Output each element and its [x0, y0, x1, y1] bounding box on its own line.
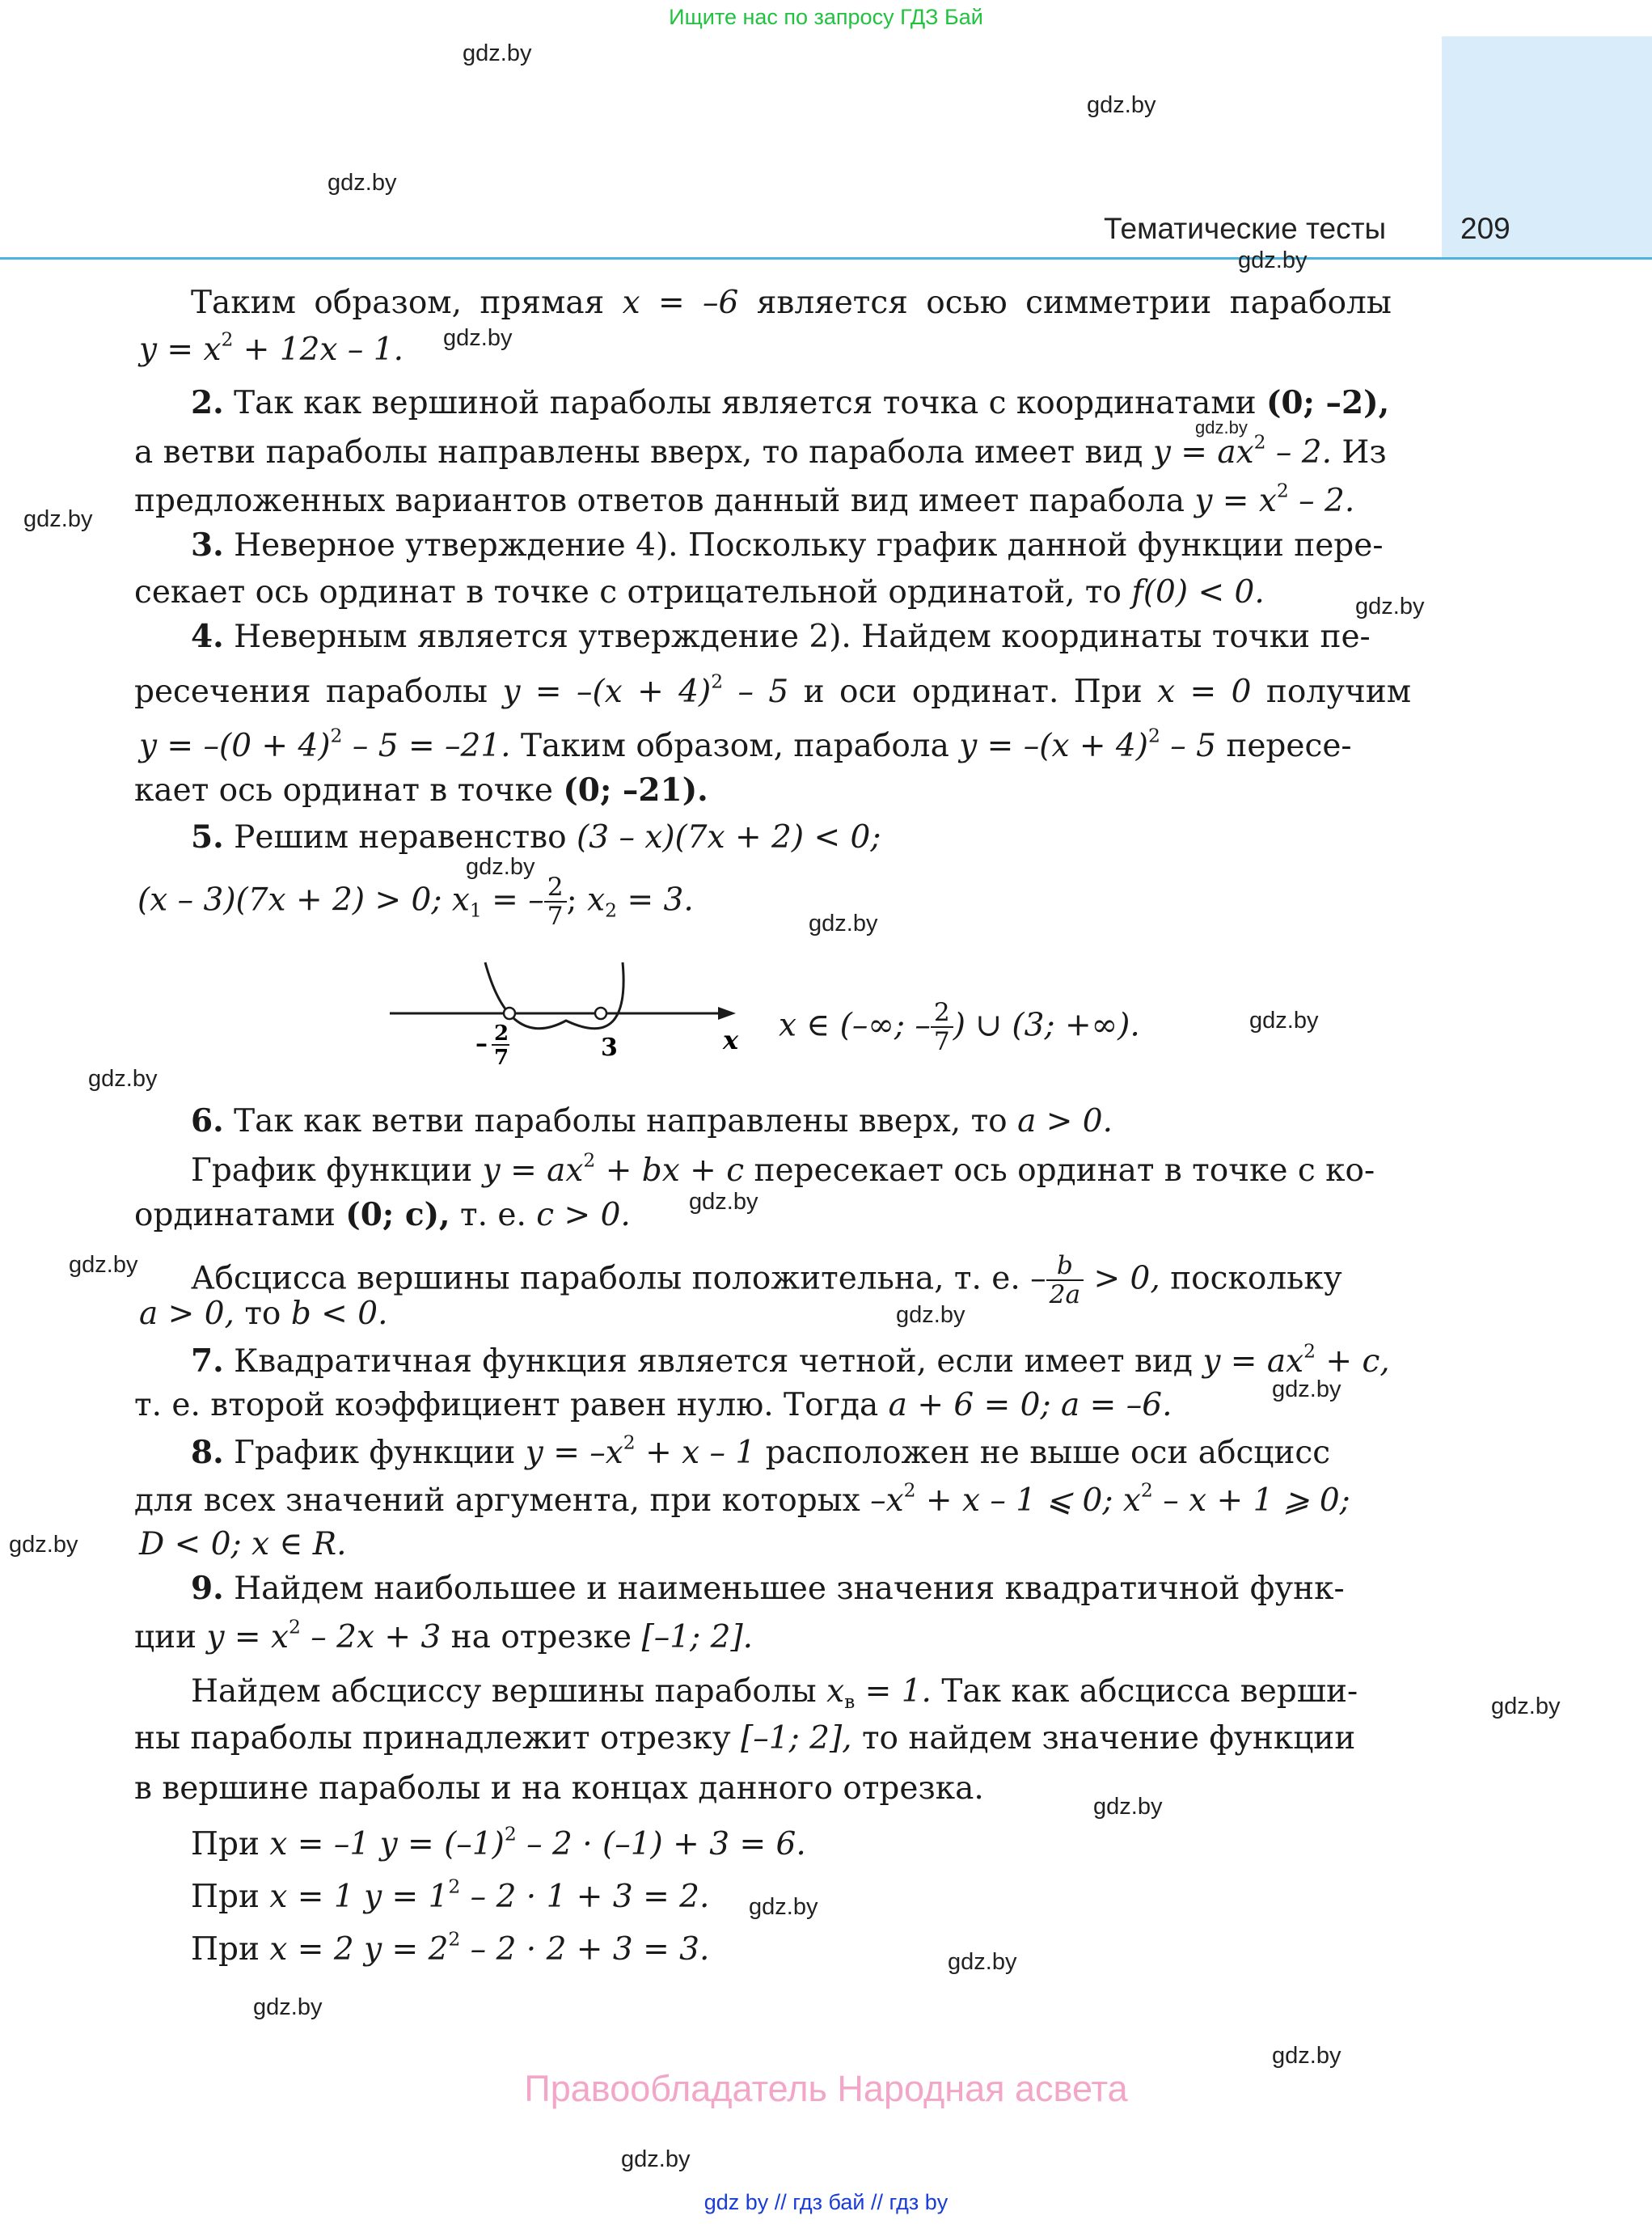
- watermark: gdz.by: [621, 2146, 691, 2172]
- p9-calc3: При x = 2 $y = 2^2 - 2 \cdot 2 + 3 = 3$.: [191, 1927, 710, 1968]
- p6-line3: ординатами (0; c), т. е. c > 0.: [134, 1196, 631, 1233]
- watermark: gdz.by: [443, 325, 513, 351]
- bottom-links[interactable]: gdz by // гдз бай // гдз by: [703, 2190, 949, 2214]
- watermark: gdz.by: [948, 1949, 1017, 1975]
- watermark: gdz.by: [749, 1894, 818, 1920]
- watermark: gdz.by: [1093, 1794, 1163, 1820]
- p3-line2: секает ось ординат в точке с отрицательной ординатой, то f(0) < 0.: [134, 574, 1265, 611]
- p2-line1: 2. Так как вершиной параболы является точка с координатами (0; –2),: [191, 384, 1390, 421]
- p9-line4: ны параболы принадлежит отрезку [–1; 2], то найдем значение функции: [134, 1720, 1356, 1757]
- p5-line2: (x – 3)(7x + 2) > 0; $x_1$ = – $\frac{2}{7}$ ; $x_2 = 3$.: [137, 873, 694, 932]
- p9-line2: ции $y = x^2 - 2x + 3$ на отрезке [–1; 2].: [134, 1615, 754, 1655]
- p8-line3: D < 0; x ∈ R.: [139, 1526, 347, 1562]
- p9-calc1: При x = –1 $y = (-1)^2 - 2 \cdot (-1) + 3 = 6$.: [191, 1822, 806, 1862]
- axis-arrow: [718, 1007, 736, 1020]
- p7-line2: т. е. второй коэффициент равен нулю. Тогда a + 6 = 0; a = –6.: [134, 1387, 1172, 1423]
- p6-line2: График функции $y = ax^2$ + bx + c пересекает ось ординат в точке с ко-: [191, 1148, 1375, 1189]
- watermark: gdz.by: [809, 911, 878, 937]
- watermark: gdz.by: [88, 1066, 158, 1092]
- point-label-left-den: 7: [494, 1046, 509, 1070]
- watermark: gdz.by: [1491, 1693, 1561, 1719]
- point-label-left-num: 2: [494, 1021, 509, 1046]
- watermark: gdz.by: [1238, 247, 1308, 273]
- watermark: gdz.by: [896, 1302, 965, 1328]
- watermark: gdz.by: [1249, 1008, 1319, 1034]
- p5-line1: 5. Решим неравенство (3 – x)(7x + 2) < 0;: [191, 818, 881, 856]
- p2-line3: предложенных вариантов ответов данный вид имеет парабола $y = x^2 - 2$.: [134, 479, 1355, 519]
- p4-line1: 4. Неверным является утверждение 2). Найдем координаты точки пе-: [191, 618, 1371, 655]
- fraction: $\frac{2}{7}$: [544, 873, 567, 931]
- p5-answer: x ∈ (–∞; – $\frac{2}{7}$ ) ∪ (3; +∞).: [779, 998, 1140, 1057]
- page-number: 209: [1460, 212, 1510, 245]
- point-label-right: 3: [601, 1034, 618, 1062]
- watermark: gdz.by: [463, 40, 532, 66]
- p9-line3: Найдем абсциссу вершины параболы $x_в = 1$. Так как абсцисса верши-: [191, 1673, 1358, 1714]
- section-title: Тематические тесты: [1104, 212, 1387, 245]
- point-open-left: [504, 1008, 515, 1019]
- number-line-figure: [380, 954, 760, 1092]
- watermark: gdz.by: [689, 1189, 758, 1215]
- watermark: gdz.by: [327, 170, 397, 196]
- p9-calc2: При x = 1 $y = 1^2 - 2 \cdot 1 + 3 = 2$.: [191, 1875, 710, 1915]
- point-open-right: [595, 1008, 606, 1019]
- p9-line1: 9. Найдем наибольшее и наименьшее значения квадратичной функ-: [191, 1570, 1345, 1607]
- watermark: gdz.by: [1195, 417, 1248, 438]
- p4-line2: ресечения параболы $y = -(x + 4)^2 - 5$ и оси ординат. При x = 0 получим: [134, 670, 1412, 710]
- p6-line5: a > 0, то b < 0.: [139, 1296, 388, 1332]
- p4-line4: кает ось ординат в точке (0; –21).: [134, 772, 708, 809]
- p4-line3: $y = -(0 + 4)^2 - 5 = -21$. Таким образом, парабола $y = -(x + 4)^2 - 5$ пересе-: [139, 724, 1352, 764]
- watermark: gdz.by: [1272, 2043, 1341, 2069]
- watermark: gdz.by: [23, 506, 93, 532]
- watermark: gdz.by: [1087, 92, 1156, 118]
- p9-line5: в вершине параболы и на концах данного отрезка.: [134, 1770, 984, 1807]
- watermark: gdz.by: [466, 854, 535, 880]
- point-label-left-sign: –: [475, 1030, 488, 1058]
- p8-line2: для всех значений аргумента, при которых $-x^2 + x - 1$ ⩽ 0; $x^2 - x + 1$ ⩾ 0;: [134, 1478, 1350, 1519]
- p8-line1: 8. График функции $y = -x^2 + x - 1$ расположен не выше оси абсцисс: [191, 1431, 1331, 1471]
- watermark: gdz.by: [1272, 1376, 1341, 1402]
- p1-line1: Таким образом, прямая x = –6 является осью симметрии параболы: [191, 285, 1392, 321]
- header-rule: [0, 257, 1652, 260]
- watermark: gdz.by: [253, 1994, 323, 2020]
- axis-label: x: [723, 1025, 739, 1055]
- p2-line2: а ветви параболы направлены вверх, то парабола имеет вид $y = ax^2 - 2$. Из: [134, 430, 1387, 471]
- p7-line1: 7. Квадратичная функция является четной, если имеет вид $y = ax^2 + c$,: [191, 1339, 1390, 1380]
- watermark: gdz.by: [9, 1532, 78, 1558]
- copyright-notice: Правообладатель Народная асвета: [524, 2068, 1128, 2109]
- p6-line1: 6. Так как ветви параболы направлены вверх, то a > 0.: [191, 1102, 1113, 1139]
- p1-line2: $y = x^2 + 12x - 1$.: [139, 328, 403, 368]
- watermark: gdz.by: [1355, 594, 1425, 619]
- top-banner[interactable]: Ищите нас по запросу ГДЗ Бай: [669, 5, 983, 29]
- p3-line1: 3. Неверное утверждение 4). Поскольку график данной функции пере-: [191, 526, 1384, 564]
- p6-line4: Абсцисса вершины параболы положительна, т. е. – $\frac{b}{2a}$ > 0, поскольку: [191, 1251, 1342, 1310]
- watermark: gdz.by: [69, 1252, 138, 1278]
